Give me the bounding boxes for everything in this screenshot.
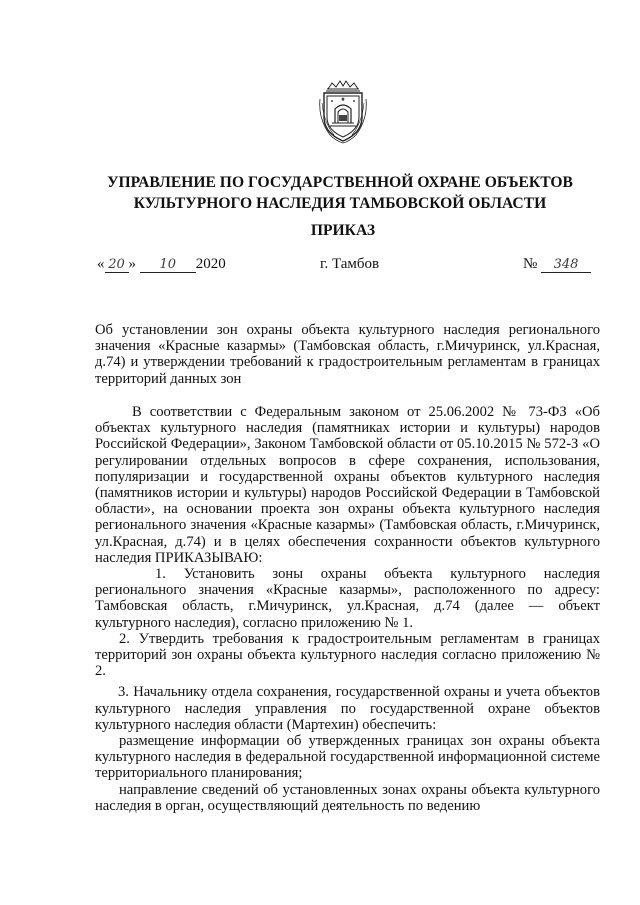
number-value: 348 [541, 258, 591, 273]
paragraph-preamble: В соответствии с Федеральным законом от 25.06.2002 № 73-ФЗ «Об объектах культурного наследия (памятниках истории и культуры) народов Российской Федерации», Законом Тамбовской области от 05.10.2015 № 572-З «О регулировании отдельных вопросов в сфере сохранения, использования, популяризации и государственной охраны объектов культурного наследия (памятников истории и культуры) народов Российской Федерации в Тамбовской области», на основании проекта зон охраны объекта культурного наследия регионального значения «Красные казармы» (Тамбовская область, г.Мичуринск, ул.Красная, д.74) и в целях обеспечения сохранности объектов культурного наследия ПРИКАЗЫВАЮ: [95, 404, 600, 566]
date-day: 20 [105, 258, 129, 273]
paragraph-item-3-sub-2: направление сведений об установленных зонах охраны объекта культурного наследия в орган, осуществляющий деятельность по ведению [95, 781, 600, 814]
paragraph-item-1: 1. Установить зоны охраны объекта культурного наследия регионального значения «Красные казармы», расположенного по адресу: Тамбовская область, г.Мичуринск, ул.Красная, д.74 (далее — объект культурного наследия), согласно приложению № 1. [95, 566, 600, 631]
order-date [97, 256, 226, 273]
order-body [95, 404, 600, 814]
organization-name [60, 172, 620, 214]
organization-line-1: УПРАВЛЕНИЕ ПО ГОСУДАРСТВЕННОЙ ОХРАНЕ ОБЪЕКТОВ [107, 174, 573, 191]
coat-of-arms-emblem [318, 79, 368, 145]
order-city: г. Тамбов [320, 256, 380, 272]
date-year: 2020 [195, 256, 226, 272]
order-title: ПРИКАЗ [310, 222, 376, 239]
quote-close: » [128, 256, 136, 272]
paragraph-item-3: 3. Начальнику отдела сохранения, государственной охраны и учета объектов культурного наследия управления по государственной охране объектов культурного наследия области (Мартехин) обеспечить: [95, 684, 600, 733]
paragraph-item-2: 2. Утвердить требования к градостроительным регламентам в границах территорий зон охраны объекта культурного наследия согласно приложению № 2. [95, 630, 600, 680]
quote-open: « [97, 256, 105, 272]
order-subject: Об установлении зон охраны объекта культурного наследия регионального значения «Красные казармы» (Тамбовская область, г.Мичуринск, ул.Красная, д.74) и утверждении требований к градостроительным регламентам в границах территорий данных зон [95, 322, 600, 387]
number-label: № [523, 256, 538, 272]
order-number [523, 256, 591, 273]
organization-line-2: КУЛЬТУРНОГО НАСЛЕДИЯ ТАМБОВСКОЙ ОБЛАСТИ [133, 195, 547, 212]
paragraph-item-3-sub-1: размещение информации об утвержденных границах зон охраны объекта культурного наследия в федеральной государственной информационной системе территориального планирования; [95, 733, 600, 782]
date-month: 10 [140, 258, 196, 273]
